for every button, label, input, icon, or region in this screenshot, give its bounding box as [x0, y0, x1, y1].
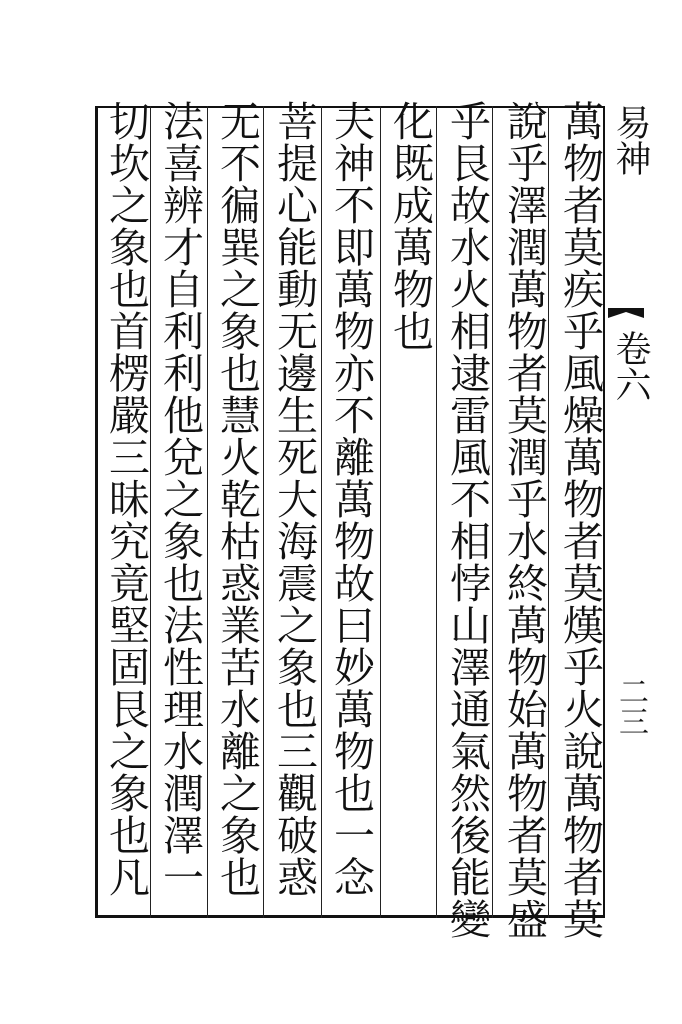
column-rule [321, 106, 322, 918]
text-column: 法喜辨才自利利他兌之象也法性理水潤澤一 [156, 100, 204, 898]
column-rule [207, 106, 208, 918]
text-column: 說乎澤潤萬物者莫潤乎水終萬物始萬物者莫盛 [500, 100, 548, 940]
text-column: 萬物者莫疾乎風燥萬物者莫熯乎火說萬物者莫 [556, 100, 604, 940]
column-rule [492, 106, 493, 918]
page-number: 二三 [613, 676, 648, 736]
column-rule [436, 106, 437, 918]
text-column: 菩提心能動无邊生死大海震之象也三觀破惑 [270, 100, 318, 898]
column-rule [263, 106, 264, 918]
text-column: 化既成萬物也 [386, 100, 434, 352]
column-rule [548, 106, 549, 918]
column-rule [380, 106, 381, 918]
text-column: 乎艮故水火相逮雷風不相悖山澤通氣然後能變 [443, 100, 491, 940]
text-column: 夫神不即萬物亦不離萬物故曰妙萬物也一念 [327, 100, 375, 898]
text-column: 无不徧巽之象也慧火乾枯惑業苦水離之象也 [213, 100, 261, 898]
margin-subtitle: 卷六 [610, 330, 651, 402]
column-rule [150, 106, 151, 918]
fish-tail-mark-icon [606, 306, 646, 320]
text-column: 切坎之象也首楞嚴三昧究竟堅固艮之象也凡 [102, 100, 150, 898]
margin-title: 易神 [610, 104, 651, 176]
